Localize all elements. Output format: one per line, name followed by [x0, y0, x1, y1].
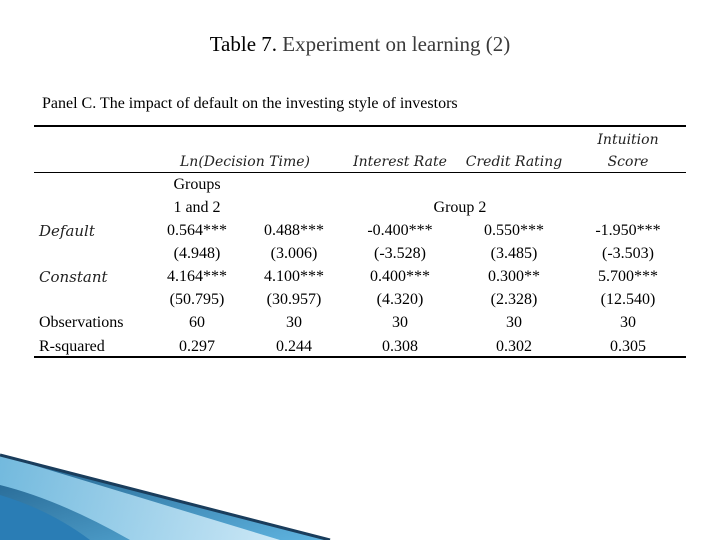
- observations-col2: 30: [286, 314, 302, 331]
- table-header-rule: [34, 172, 686, 173]
- observations-col4: 30: [506, 314, 522, 331]
- constant-se-col2: (30.957): [266, 291, 322, 308]
- decorative-swoosh: [0, 440, 340, 540]
- default-se-col5: (-3.503): [602, 245, 654, 262]
- table-top-rule: [34, 125, 686, 127]
- constant-coef-col2: 4.100***: [264, 268, 324, 285]
- observations-col1: 60: [189, 314, 205, 331]
- rsquared-col5: 0.305: [610, 338, 646, 355]
- default-coef-col2: 0.488***: [264, 222, 324, 239]
- default-se-col4: (3.485): [490, 245, 538, 262]
- default-coef-col4: 0.550***: [484, 222, 544, 239]
- rsquared-col4: 0.302: [496, 338, 532, 355]
- constant-coef-col3: 0.400***: [370, 268, 430, 285]
- constant-se-col3: (4.320): [376, 291, 424, 308]
- header-credit-rating: Credit Rating: [465, 154, 563, 170]
- table-number: Table 7.: [209, 32, 278, 56]
- table-bottom-rule: [34, 356, 686, 358]
- row-label-default: Default: [39, 222, 95, 240]
- panel-title: Panel C. The impact of default on the investing style of investors: [42, 95, 458, 112]
- group-label-1-line1: Groups: [173, 176, 221, 193]
- default-coef-col3: -0.400***: [367, 222, 433, 239]
- default-se-col2: (3.006): [270, 245, 318, 262]
- constant-coef-col4: 0.300**: [488, 268, 540, 285]
- default-se-col1: (4.948): [173, 245, 221, 262]
- row-label-observations: Observations: [39, 314, 124, 331]
- constant-se-col5: (12.540): [600, 291, 656, 308]
- constant-se-col1: (50.795): [169, 291, 225, 308]
- observations-col5: 30: [620, 314, 636, 331]
- header-intuition-line2: Score: [607, 154, 649, 170]
- rsquared-col2: 0.244: [276, 338, 312, 355]
- default-coef-col1: 0.564***: [167, 222, 227, 239]
- constant-coef-col1: 4.164***: [167, 268, 227, 285]
- row-label-constant: Constant: [39, 268, 108, 286]
- observations-col3: 30: [392, 314, 408, 331]
- row-label-rsquared: R-squared: [39, 338, 105, 355]
- group-label-1-line2: 1 and 2: [173, 199, 221, 216]
- group-label-2: Group 2: [433, 199, 487, 216]
- default-se-col3: (-3.528): [374, 245, 426, 262]
- constant-se-col4: (2.328): [490, 291, 538, 308]
- rsquared-col1: 0.297: [179, 338, 215, 355]
- header-ln-decision-time: Ln(Decision Time): [180, 154, 310, 170]
- default-coef-col5: -1.950***: [595, 222, 661, 239]
- constant-coef-col5: 5.700***: [598, 268, 658, 285]
- table-title: [0, 32, 720, 57]
- table-caption: Experiment on learning (2): [282, 32, 511, 56]
- rsquared-col3: 0.308: [382, 338, 418, 355]
- header-interest-rate: Interest Rate: [353, 154, 447, 170]
- header-intuition-line1: Intuition: [597, 132, 659, 148]
